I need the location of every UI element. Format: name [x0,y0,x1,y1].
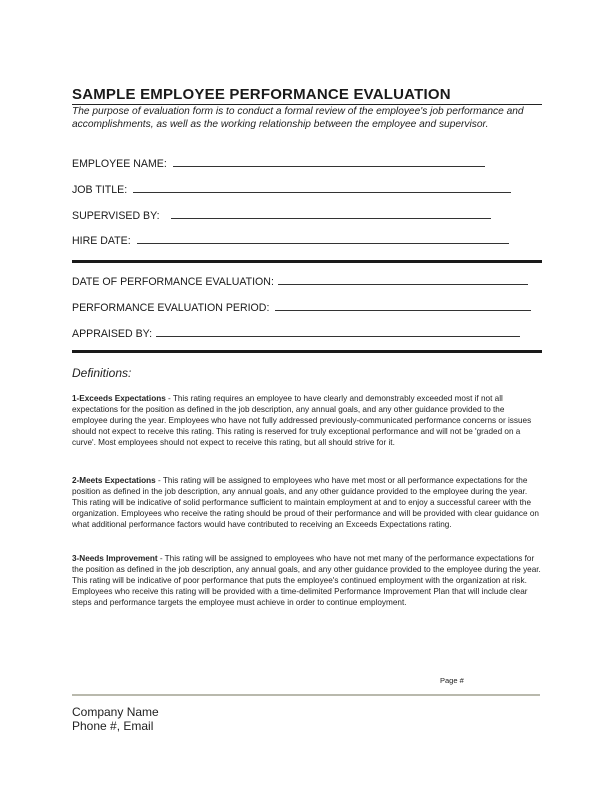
job-title-field[interactable] [72,183,511,196]
hire-date-field[interactable] [72,234,509,247]
section-divider-bottom [72,350,542,353]
definition-text: - This rating will be assigned to employees who have met most or all performance expectations for the position as defined in the job description, any annual goals, and any other guidance provided to the employee during the year. This rating will be indicative of solid performance sufficient to maintain employment at and to enjoy a successful career with the organization. Employees who receive the rating should be proud of their performance and will be provided with clear guidance on what additional performance factors would have contributed to receiving an Exceeds Expectations rating. [72,476,539,529]
employee-name-blank[interactable] [173,157,485,167]
definition-meets [72,475,542,530]
evaluation-date-field[interactable] [72,275,528,288]
hire-date-label: HIRE DATE: [72,235,131,247]
definition-text: - This rating requires an employee to have clearly and demonstrably exceeded most if not all expectations for the position as defined in the job description, any annual goals, and any other guidance provided to the employee during the year. Employees who have not fully addressed previously-communicated performance concerns or issues should not expect to receive this rating. This rating is reserved for truly exceptional performance and will not be 'graded on a curve'. Most employees should not expect to receive this rating, but all should strive for it. [72,394,532,447]
evaluation-date-label: DATE OF PERFORMANCE EVALUATION: [72,276,274,288]
employee-name-label: EMPLOYEE NAME: [72,158,167,170]
appraised-by-blank[interactable] [156,327,520,337]
supervised-by-field[interactable] [72,209,491,222]
footer-contact: Phone #, Email [72,719,154,733]
appraised-by-label: APPRAISED BY: [72,328,153,340]
section-divider-top [72,260,542,263]
employee-name-field[interactable] [72,157,485,170]
appraised-by-field[interactable] [72,327,520,340]
definition-label: 1-Exceeds Expectations [72,394,166,403]
footer-company: Company Name [72,705,159,719]
evaluation-date-blank[interactable] [278,275,528,285]
document-title: SAMPLE EMPLOYEE PERFORMANCE EVALUATION [72,86,542,105]
supervised-by-label: SUPERVISED BY: [72,210,160,222]
supervised-by-blank[interactable] [171,209,491,219]
evaluation-period-label: PERFORMANCE EVALUATION PERIOD: [72,302,270,314]
evaluation-period-blank[interactable] [275,301,531,311]
job-title-blank[interactable] [133,183,511,193]
definition-text: - This rating will be assigned to employees who have not met many of the performance expectations for the position as defined in the job description, any annual goals, and any other guidance provided to the employee during the year. This rating will be indicative of poor performance that puts the employee's continued employment with the organization at risk. Employees who receive this rating will be provided with a time-delimited Performance Improvement Plan that will include clear steps and performance targets the employee must achieve in order to continue employment. [72,554,541,607]
intro-text: The purpose of evaluation form is to conduct a formal review of the employee's job performance and accomplishments, as well as the working relationship between the employee and supervisor. [72,106,524,130]
footer-divider [72,694,540,696]
page-number: Page # [440,676,464,685]
hire-date-blank[interactable] [137,234,509,244]
definition-label: 3-Needs Improvement [72,554,158,563]
definition-needs-improvement [72,553,542,608]
definitions-heading: Definitions: [72,366,132,380]
evaluation-period-field[interactable] [72,301,531,314]
definition-label: 2-Meets Expectations [72,476,156,485]
job-title-label: JOB TITLE: [72,184,128,196]
definition-exceeds [72,393,542,448]
